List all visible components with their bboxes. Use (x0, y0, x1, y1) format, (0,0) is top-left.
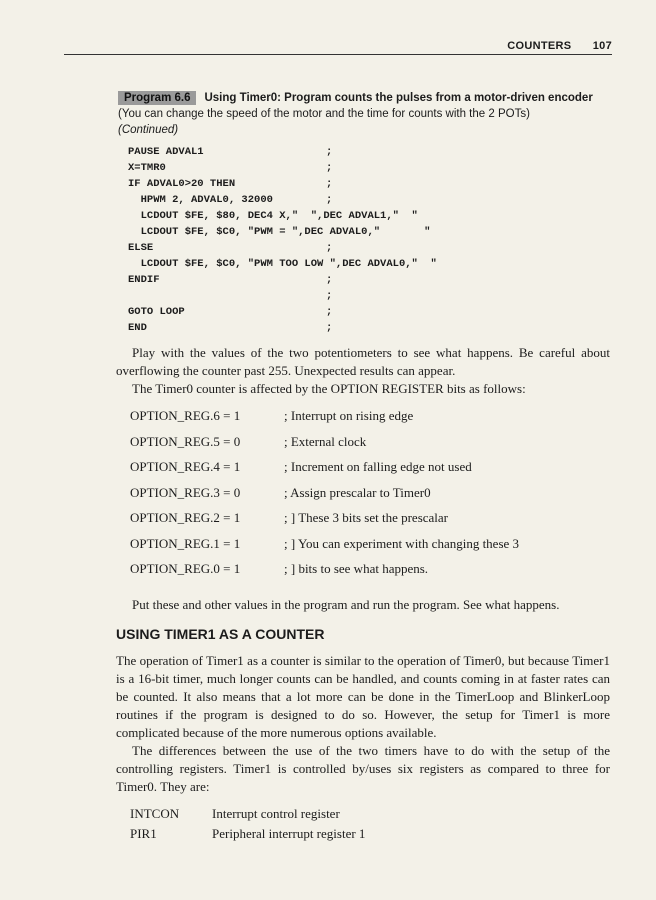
header-rule (64, 54, 612, 55)
program-caption (118, 90, 618, 138)
paragraph-option-intro: The Timer0 counter is affected by the OPTION REGISTER bits as follows: (132, 381, 526, 396)
program-tag: Program 6.6 (118, 91, 196, 105)
caption-note: (You can change the speed of the motor and the time for counts with the 2 POTs) (118, 108, 530, 120)
code-line: X=TMR0 ; (128, 162, 333, 174)
code-line: LCDOUT $FE, $C0, "PWM = ",DEC ADVAL0," " (128, 226, 431, 238)
paragraph-play-values: Play with the values of the two potentiometers to see what happens. Be careful about overflowing the counter past 255. Unexpected results can appear. (116, 345, 610, 378)
paragraph-timer-differences: The differences between the use of the two timers have to do with the setup of the controlling registers. Timer1 is controlled by/uses six registers as compared to three for Timer0. They are: (116, 743, 610, 794)
caption-title: Using Timer0: Program counts the pulses from a motor-driven encoder (204, 92, 593, 104)
header-section: COUNTERS (507, 40, 572, 52)
code-line: GOTO LOOP ; (128, 306, 333, 318)
paragraph-try-values: Put these and other values in the program and run the program. See what happens. (132, 597, 560, 612)
code-line: ELSE ; (128, 242, 333, 254)
page-number: 107 (592, 40, 612, 52)
code-line: LCDOUT $FE, $C0, "PWM TOO LOW ",DEC ADVAL0," " (128, 258, 437, 270)
code-listing (128, 144, 528, 336)
running-header (507, 40, 612, 52)
code-line: PAUSE ADVAL1 ; (128, 146, 333, 158)
code-line: IF ADVAL0>20 THEN ; (128, 178, 333, 190)
section-heading: USING TIMER1 AS A COUNTER (116, 626, 325, 642)
code-line: HPWM 2, ADVAL0, 32000 ; (128, 194, 333, 206)
code-line: LCDOUT $FE, $80, DEC4 X," ",DEC ADVAL1," " (128, 210, 418, 222)
code-line: ENDIF ; (128, 274, 333, 286)
code-line: ; (326, 290, 333, 302)
code-line: END ; (128, 322, 333, 334)
caption-continued: (Continued) (118, 124, 179, 136)
paragraph-timer1-operation: The operation of Timer1 as a counter is similar to the operation of Timer0, but because Timer1 is a 16-bit timer, much longer counts can be handled, and counts coming in at faster rates can be counted. It also means that a lot more can be done in the TimerLoop and BlinkerLoop routines if the program is designed to do so. However, the setup for Timer1 is more complicated because of the more numerous options available. (116, 653, 610, 740)
